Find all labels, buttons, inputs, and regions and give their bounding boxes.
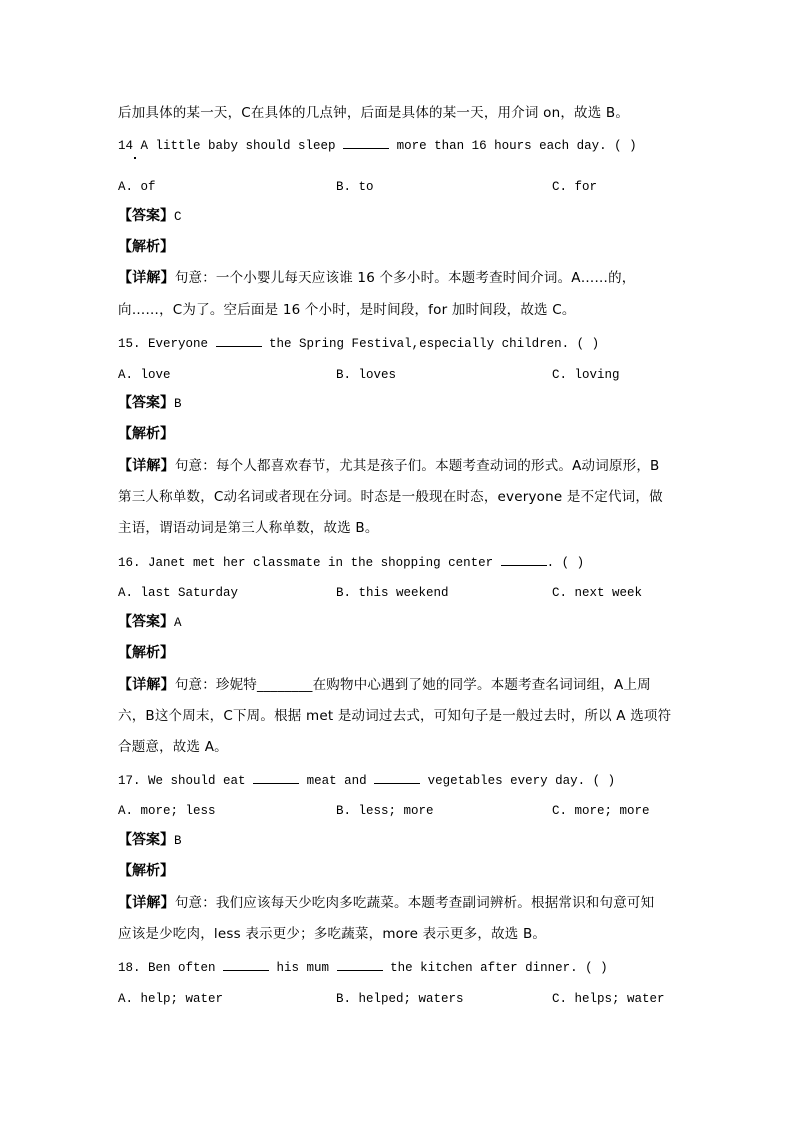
question-18-stem bbox=[118, 959, 608, 976]
option-c: C. more; more bbox=[552, 804, 650, 818]
option-c: C. next week bbox=[552, 586, 643, 600]
answer-value: B bbox=[174, 397, 182, 411]
detail-line: 【详解】句意：我们应该每天少吃肉多吃蔬菜。本题考查副词辨析。根据常识和句意可知 bbox=[118, 895, 655, 911]
question-text-after: more than 16 hours each day. ( ) bbox=[389, 139, 637, 153]
question-16-stem bbox=[118, 554, 584, 571]
question-number: 16. bbox=[118, 556, 141, 570]
analysis-label: 【解析】 bbox=[118, 863, 174, 879]
analysis-row bbox=[118, 239, 174, 256]
detail-label: 【详解】 bbox=[118, 458, 175, 474]
question-17-stem bbox=[118, 772, 615, 789]
answer-value: A bbox=[174, 616, 182, 630]
analysis-label: 【解析】 bbox=[118, 239, 174, 255]
answer-blank bbox=[374, 772, 420, 784]
question-text-before: We should eat bbox=[148, 774, 254, 788]
question-text-after: vegetables every day. ( ) bbox=[420, 774, 616, 788]
detail-label: 【详解】 bbox=[118, 677, 175, 693]
question-text-before: A little baby should sleep bbox=[140, 139, 344, 153]
answer-value: C bbox=[174, 210, 182, 224]
option-b: B. this weekend bbox=[336, 586, 449, 600]
answer-blank bbox=[216, 335, 262, 347]
answer-row bbox=[118, 395, 182, 412]
answer-label: 【答案】 bbox=[118, 614, 174, 630]
analysis-row bbox=[118, 863, 174, 880]
detail-label: 【详解】 bbox=[118, 895, 175, 911]
question-number: 18. bbox=[118, 961, 141, 975]
option-a: A. last Saturday bbox=[118, 586, 239, 600]
question-number: 14 bbox=[118, 139, 134, 153]
answer-label: 【答案】 bbox=[118, 395, 174, 411]
option-a: A. more; less bbox=[118, 804, 216, 818]
question-text-before: Everyone bbox=[148, 337, 216, 351]
detail-line: 第三人称单数，C动名词或者现在分词。时态是一般现在时态，everyone 是不定代词，做 bbox=[118, 489, 663, 505]
question-number: 15. bbox=[118, 337, 141, 351]
detail-label: 【详解】 bbox=[118, 270, 175, 286]
detail-line: 六，B这个周末，C下周。根据 met 是动词过去式，可知句子是一般过去时，所以 A 选项符 bbox=[118, 708, 672, 724]
question-text-after: the Spring Festival,especially children. ( ) bbox=[261, 337, 600, 351]
answer-label: 【答案】 bbox=[118, 208, 174, 224]
question-number: 17. bbox=[118, 774, 141, 788]
answer-blank bbox=[253, 772, 299, 784]
answer-blank bbox=[223, 959, 269, 971]
question-text-middle: his mum bbox=[269, 961, 337, 975]
answer-blank bbox=[337, 959, 383, 971]
detail-line: 【详解】句意：每个人都喜欢春节，尤其是孩子们。本题考查动词的形式。A动词原形，B bbox=[118, 458, 660, 474]
question-text-before: Janet met her classmate in the shopping center bbox=[148, 556, 501, 570]
option-c: C. helps; water bbox=[552, 992, 665, 1006]
question-14-stem bbox=[118, 137, 637, 154]
option-a: A. help; water bbox=[118, 992, 224, 1006]
option-b: B. loves bbox=[336, 368, 397, 382]
answer-row bbox=[118, 208, 182, 225]
option-b: B. helped; waters bbox=[336, 992, 464, 1006]
detail-line: 【详解】句意：一个小婴儿每天应该谁 16 个多小时。本题考查时间介词。A……的， bbox=[118, 270, 636, 286]
analysis-row bbox=[118, 645, 174, 662]
option-b: B. less; more bbox=[336, 804, 434, 818]
option-a: A. of bbox=[118, 180, 156, 194]
option-b: B. to bbox=[336, 180, 374, 194]
answer-blank bbox=[343, 137, 389, 149]
question-15-stem bbox=[118, 335, 599, 352]
analysis-label: 【解析】 bbox=[118, 645, 174, 661]
analysis-row bbox=[118, 426, 174, 443]
option-c: C. loving bbox=[552, 368, 620, 382]
question-text-after: the kitchen after dinner. ( ) bbox=[382, 961, 608, 975]
detail-line: 应该是少吃肉，less 表示更少；多吃蔬菜，more 表示更多，故选 B。 bbox=[118, 926, 547, 942]
option-c: C. for bbox=[552, 180, 598, 194]
detail-line: 合题意，故选 A。 bbox=[118, 739, 228, 755]
answer-label: 【答案】 bbox=[118, 832, 174, 848]
bullet-dot bbox=[134, 157, 136, 159]
detail-line: 【详解】句意：珍妮特________在购物中心遇到了她的同学。本题考查名词词组，A上周 bbox=[118, 677, 651, 693]
analysis-label: 【解析】 bbox=[118, 426, 174, 442]
detail-line: 向……，C为了。空后面是 16 个小时，是时间段，for 加时间段，故选 C。 bbox=[118, 302, 576, 318]
answer-row bbox=[118, 614, 182, 631]
answer-value: B bbox=[174, 834, 182, 848]
answer-row bbox=[118, 832, 182, 849]
option-a: A. love bbox=[118, 368, 171, 382]
question-text-before: Ben often bbox=[148, 961, 224, 975]
question-text-after: . ( ) bbox=[546, 556, 585, 570]
answer-blank bbox=[501, 554, 547, 566]
detail-line: 主语，谓语动词是第三人称单数，故选 B。 bbox=[118, 520, 379, 536]
continuation-text: 后加具体的某一天，C在具体的几点钟，后面是具体的某一天，用介词 on，故选 B。 bbox=[118, 105, 630, 121]
question-text-middle: meat and bbox=[299, 774, 375, 788]
